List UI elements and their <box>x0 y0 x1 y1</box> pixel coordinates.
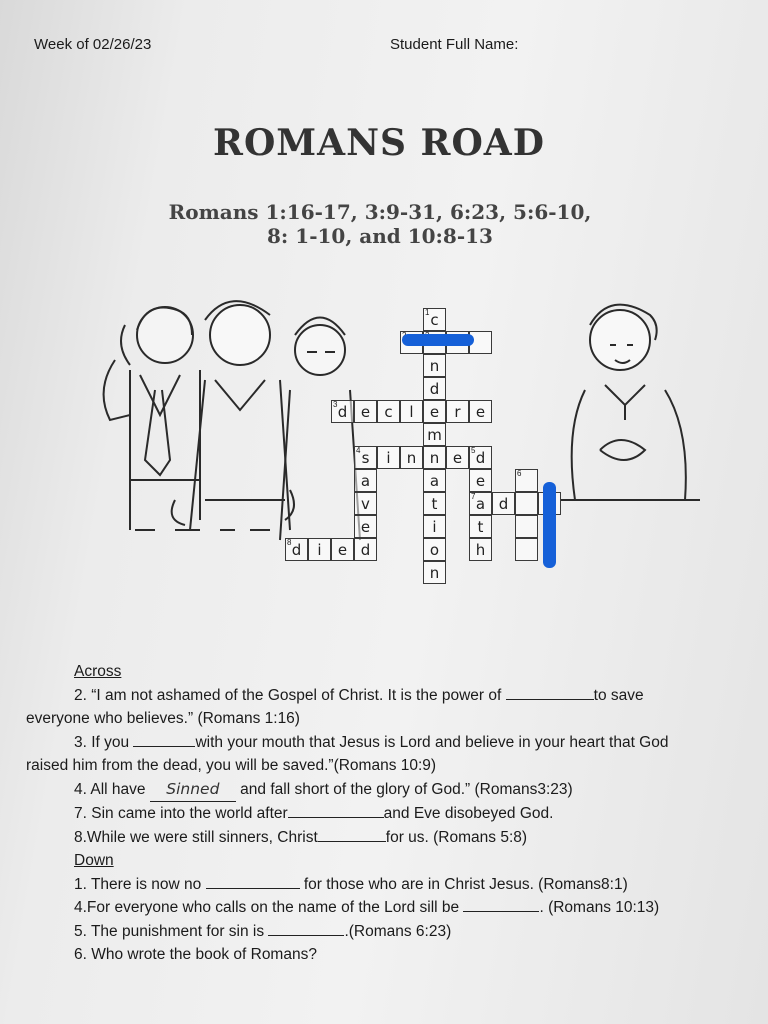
answer-blank[interactable] <box>268 921 344 936</box>
answer-blank[interactable] <box>206 874 300 889</box>
cell-letter: d <box>337 403 348 421</box>
cell-down5-1[interactable] <box>469 469 492 492</box>
clue-text: for us. (Romans 5:8) <box>385 828 528 846</box>
answer-blank[interactable] <box>318 827 386 842</box>
cell-across3-6[interactable] <box>469 400 492 423</box>
clue-text: 1. There is now no <box>74 875 202 893</box>
clue-across-2-continued: everyone who believes.” (Romans 1:16) <box>26 710 300 727</box>
down-heading: Down <box>74 852 114 869</box>
cell-across8-0[interactable] <box>285 538 308 561</box>
student-name-label: Student Full Name: <box>390 36 519 53</box>
cell-across4-4[interactable] <box>446 446 469 469</box>
clue-down-5 <box>26 920 761 944</box>
cell-letter: e <box>360 403 371 421</box>
cell-across4-5[interactable] <box>469 446 492 469</box>
cell-across3-5[interactable] <box>446 400 469 423</box>
clue-across-4 <box>26 778 761 803</box>
clue-text: 5. The punishment for sin is <box>74 922 265 940</box>
cell-letter: n <box>406 449 417 467</box>
clue-down-1 <box>26 873 761 897</box>
answer-blank[interactable] <box>463 897 539 912</box>
answer-blank[interactable] <box>288 803 384 818</box>
cell-across8-1[interactable] <box>308 538 331 561</box>
clue-text: 4.For everyone who calls on the name of the Lord sill be <box>74 899 460 916</box>
clue-across-3-continued: raised him from the dead, you will be saved.”(Romans 10:9) <box>26 757 437 774</box>
clue-across-3 <box>26 731 761 755</box>
cell-across3-1[interactable] <box>354 400 377 423</box>
cell-letter: r <box>454 403 461 421</box>
subtitle-line-2: 8: 1-10, and 10:8-13 <box>267 224 493 248</box>
cell-across4-2[interactable] <box>400 446 423 469</box>
cell-across7-2[interactable] <box>515 492 538 515</box>
clue-number: 6 <box>517 469 522 478</box>
cell-letter: d <box>429 380 440 398</box>
handwritten-answer[interactable]: Sinned <box>150 778 236 803</box>
cell-down1-2[interactable] <box>423 354 446 377</box>
cell-letter: a <box>475 495 486 513</box>
cell-down1-6[interactable] <box>423 446 446 469</box>
cell-letter: t <box>477 518 484 536</box>
across-heading: Across <box>74 663 122 680</box>
cell-across4-0[interactable] <box>354 446 377 469</box>
cell-letter: i <box>317 541 322 559</box>
cell-down1-0[interactable] <box>423 308 446 331</box>
cell-letter: e <box>429 403 440 421</box>
cell-letter: s <box>361 449 370 467</box>
cell-letter: d <box>498 495 509 513</box>
cell-down1-10[interactable] <box>423 538 446 561</box>
cell-letter: e <box>475 403 486 421</box>
clue-text: 3. If you <box>74 733 130 751</box>
cell-across7-1[interactable] <box>492 492 515 515</box>
clue-number: 1 <box>425 308 430 317</box>
cell-letter: t <box>431 495 438 513</box>
cell-down5-4[interactable] <box>469 538 492 561</box>
illustration-group-left <box>55 290 385 570</box>
cell-letter: n <box>429 357 440 375</box>
cell-down1-5[interactable] <box>423 423 446 446</box>
cell-letter: a <box>360 472 371 490</box>
cell-letter: n <box>429 564 440 582</box>
clue-number: 5 <box>471 446 476 455</box>
cell-down1-8[interactable] <box>423 492 446 515</box>
clue-text: .(Romans 6:23) <box>344 922 452 940</box>
cell-across8-2[interactable] <box>331 538 354 561</box>
clue-number: 7 <box>471 492 476 501</box>
cell-across3-2[interactable] <box>377 400 400 423</box>
clue-text: 2. “I am not ashamed of the Gospel of Christ. It is the power of <box>74 686 502 704</box>
cell-down4-2[interactable] <box>354 492 377 515</box>
cell-letter: i <box>432 518 437 536</box>
clue-across-8 <box>26 826 761 850</box>
cell-across4-1[interactable] <box>377 446 400 469</box>
clue-text: and Eve disobeyed God. <box>383 805 554 822</box>
cell-letter: e <box>475 472 486 490</box>
cell-letter: a <box>429 472 440 490</box>
cell-down1-11[interactable] <box>423 561 446 584</box>
cell-letter: d <box>291 541 302 559</box>
cell-down6-0[interactable] <box>515 469 538 492</box>
cell-letter: d <box>475 449 486 467</box>
cell-letter: h <box>475 541 486 559</box>
cell-letter: n <box>429 449 440 467</box>
clue-text: with your mouth that Jesus is Lord and believe in your heart that God <box>195 733 669 751</box>
clue-text: and fall short of the glory of God.” (Romans3:23) <box>240 780 573 798</box>
clue-number: 3 <box>333 400 338 409</box>
clue-across-2 <box>26 684 761 708</box>
clue-number: 8 <box>287 538 292 547</box>
answer-blank[interactable] <box>133 732 195 747</box>
clue-text: 8.While we were still sinners, Christ <box>74 828 318 846</box>
cell-down1-9[interactable] <box>423 515 446 538</box>
cell-letter: i <box>386 449 391 467</box>
answer-blank[interactable] <box>506 685 594 700</box>
clues-section <box>26 660 761 967</box>
clue-text: . (Romans 10:13) <box>539 899 660 916</box>
cell-down6-3[interactable] <box>515 538 538 561</box>
blue-marker-scribble-across2 <box>402 334 474 346</box>
cell-letter: m <box>427 426 442 444</box>
week-label: Week of 02/26/23 <box>34 36 152 53</box>
cell-letter: e <box>337 541 348 559</box>
cell-letter: o <box>429 541 440 559</box>
clue-down-6: 6. Who wrote the book of Romans? <box>74 946 317 963</box>
clue-text: for those who are in Christ Jesus. (Romans8:1) <box>303 875 628 893</box>
cell-down5-3[interactable] <box>469 515 492 538</box>
cell-across3-3[interactable] <box>400 400 423 423</box>
cell-down1-4[interactable] <box>423 400 446 423</box>
cell-letter: e <box>452 449 463 467</box>
cell-down4-1[interactable] <box>354 469 377 492</box>
cell-down5-2[interactable] <box>469 492 492 515</box>
cell-down1-7[interactable] <box>423 469 446 492</box>
cell-letter: d <box>360 541 371 559</box>
clue-text: 7. Sin came into the world after <box>74 805 288 822</box>
cell-down6-2[interactable] <box>515 515 538 538</box>
cell-across3-0[interactable] <box>331 400 354 423</box>
illustration-boy-right <box>555 290 705 540</box>
clue-text: to save <box>593 686 644 704</box>
cell-down4-4[interactable] <box>354 538 377 561</box>
cell-down4-3[interactable] <box>354 515 377 538</box>
clue-number: 4 <box>356 446 361 455</box>
subtitle-line-1: Romans 1:16-17, 3:9-31, 6:23, 5:6-10, <box>168 200 592 224</box>
cell-letter: e <box>360 518 371 536</box>
clue-down-4 <box>26 896 761 920</box>
page-subtitle <box>110 200 650 248</box>
clue-across-7 <box>26 802 761 826</box>
cell-letter: c <box>430 311 439 329</box>
page-title: ROMANS ROAD <box>213 122 545 164</box>
cell-letter: v <box>361 495 370 513</box>
cell-down1-3[interactable] <box>423 377 446 400</box>
cell-letter: c <box>384 403 393 421</box>
blue-marker-scribble-down6 <box>543 482 556 568</box>
clue-text: 4. All have <box>74 780 146 798</box>
cell-letter: l <box>409 403 414 421</box>
